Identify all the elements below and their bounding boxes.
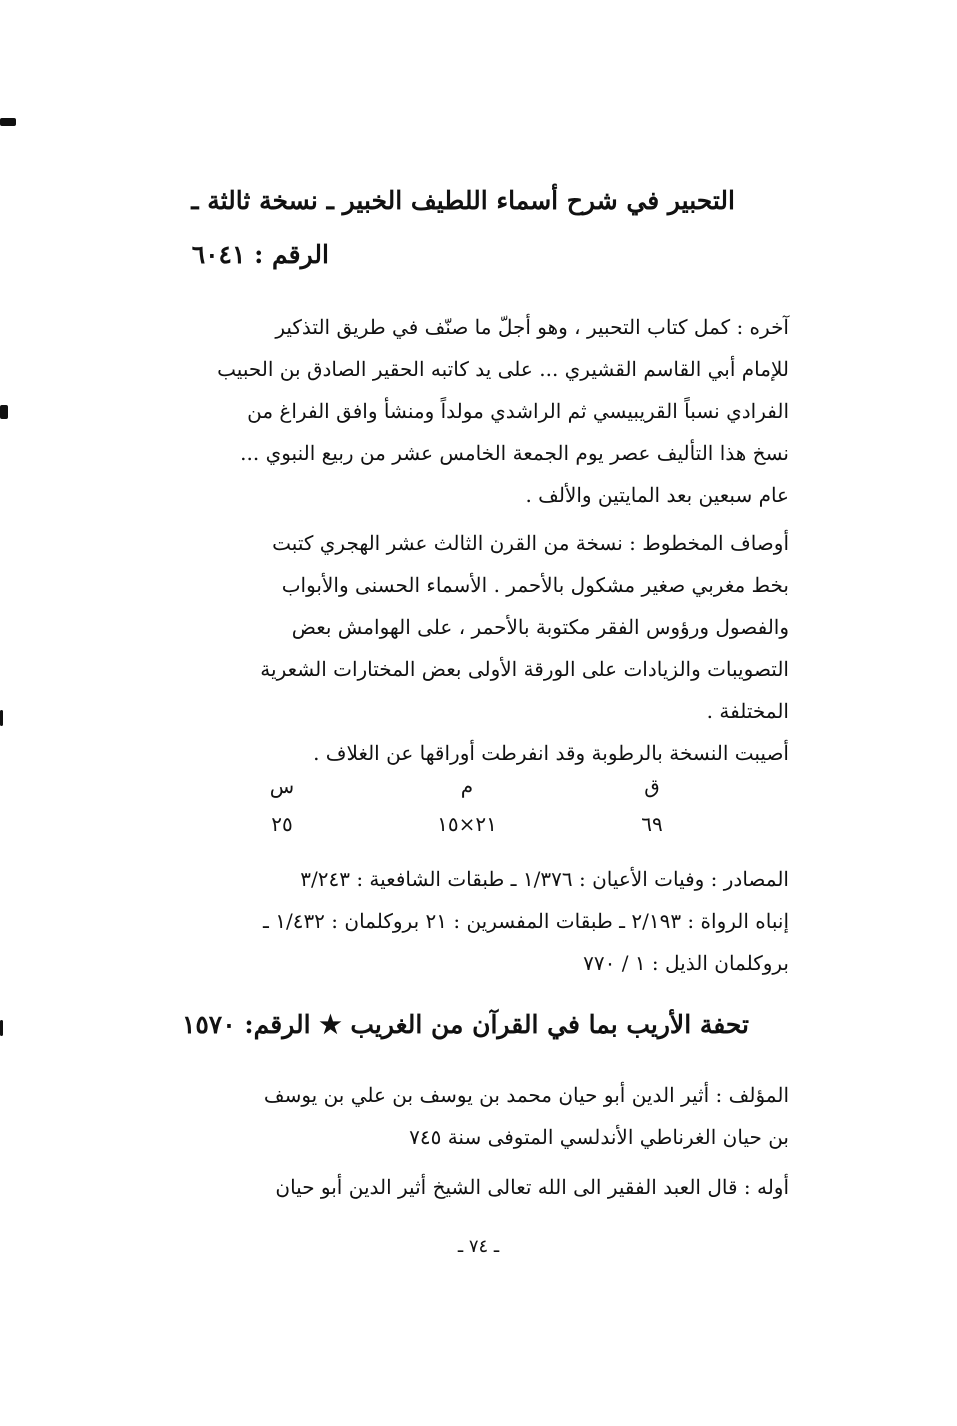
entry1-number: الرقم : ٦٠٤١ [191,240,329,269]
text-line: بخط مغربي صغير مشكول بالأحمر . الأسماء الحسنى والأبواب [281,573,789,597]
text-line: الفرادي نسباً القريبيسي ثم الراشدي مولداً ومنشأ وافق الفراغ من [247,399,789,423]
text-line: للإمام أبي القاسم القشيري ... على يد كاتبه الحقير الصادق بن الحبيب [217,357,789,381]
text-line: والفصول ورؤوس الفقر مكتوبة بالأحمر ، على الهوامش بعض [291,615,789,639]
table-header-row [237,774,697,812]
text-line: آخره : كمل كتاب التحبير ، وهو أجلّ ما صنّف في طريق التذكير [275,315,789,339]
table-header: م [460,774,474,798]
table-cell: ٢١×١٥ [437,812,497,836]
text-line: بن حيان الغرناطي الأندلسي المتوفى سنة ٧٤٥ [409,1125,789,1149]
text-line: إنباه الرواة : ٢/١٩٣ ـ طبقات المفسرين : ٢١ بروكلمان : ١/٤٣٢ ـ [263,909,789,933]
text-line: المصادر : وفيات الأعيان : ١/٣٧٦ ـ طبقات الشافعية : ٣/٢٤٣ [300,867,789,891]
entry1-title: التحبير في شرح أسماء اللطيف الخبير ـ نسخة ثالثة ـ [191,186,735,215]
text-line: التصويبات والزيادات على الورقة الأولى بعض المختارات الشعرية [260,657,789,681]
text-line: نسخ هذا التأليف عصر يوم الجمعة الخامس عشر من ربيع النبوي ... [240,441,789,465]
entry1-ending [149,306,789,516]
entry2-beginning [149,1166,789,1208]
text-line: أوله : قال العبد الفقير الى الله تعالى الشيخ أثير الدين أبو حيان [275,1175,789,1199]
table-header: ق [644,774,660,798]
entry1-sources [149,858,789,984]
table-cell: ٦٩ [641,812,663,836]
text-line: أوصاف المخطوط : نسخة من القرن الثالث عشر الهجري كتبت [272,531,789,555]
measurements-table [237,774,697,850]
text-line: بروكلمان الذيل : ١ / ٧٧٠ [583,951,789,975]
page-number: ـ ٧٤ ـ [457,1236,500,1257]
table-header: س [269,774,295,798]
entry1-description [149,522,789,774]
entry2-author [149,1074,789,1158]
table-row [237,812,697,850]
text-line: المؤلف : أثير الدين أبو حيان محمد بن يوسف بن علي بن يوسف [263,1083,789,1107]
text-line: المختلفة . [706,699,789,723]
entry2-title: تحفة الأريب بما في القرآن من الغريب ★ الرقم: ١٥٧٠ [181,1010,749,1039]
condition-note: أصيبت النسخة بالرطوبة وقد انفرطت أوراقها عن الغلاف . [313,741,789,765]
table-cell: ٢٥ [271,812,293,836]
text-line: عام سبعين بعد المايتين والألف . [525,483,789,507]
